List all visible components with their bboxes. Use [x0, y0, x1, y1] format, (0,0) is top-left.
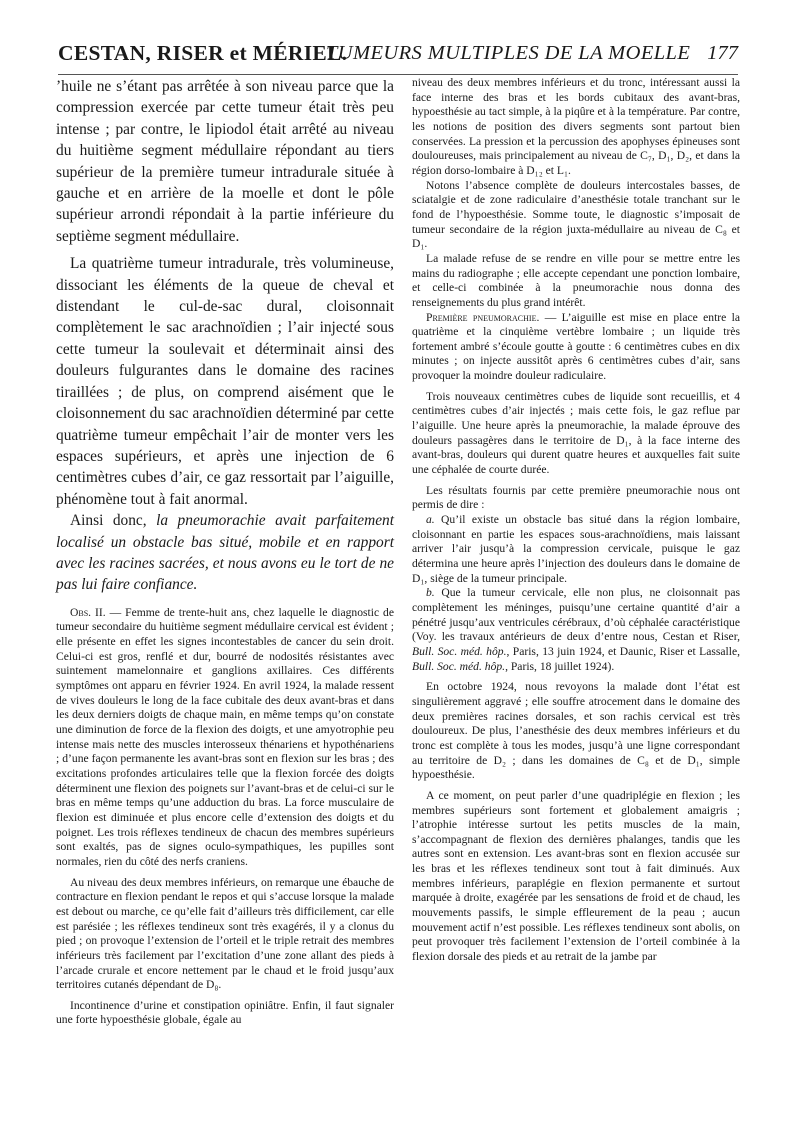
paragraph: Les résultats fournis par cette première pneumorachie nous ont permis de dire :: [412, 483, 740, 512]
journal-citation: Bull. Soc. méd. hôp.: [412, 659, 506, 673]
journal-citation: Bull. Soc. méd. hôp.: [412, 644, 507, 658]
paragraph: En octobre 1924, nous revoyons la malade dont l’état est singulièrement aggravé ; elle souffre atrocement dans le domaine des deux premières racines dorsales, et son rachis cervical est très douloureux. De plus, l’anesthésie des deux membres inférieurs et du tronc est complète à tous les modes, jusqu’à une ligne correspondant au territoire de D₂ ; dans les domaines de C₈ et de D₁, simple hypoesthésie.: [412, 680, 740, 782]
section-label: Première pneumorachie.: [426, 310, 540, 324]
paragraph: Notons l’absence complète de douleurs intercostales basses, de sciatalgie et de zone radiculaire d’anesthésie totale tranchant sur le fond de l’hypoesthésie. Somme toute, le diagnostic s’imposait de tumeur secondaire de la région juxta-médullaire au niveau de C₈ et D₁.: [412, 178, 740, 251]
list-item-b: [412, 586, 740, 674]
list-text: , Paris, 18 juillet 1924).: [505, 659, 615, 673]
emphasized-conclusion: la pneumorachie avait parfaitement localisé un obstacle bas situé, mobile et en rapport avec les racines sacrées, et nous avons eu le tort de ne pas lui faire confiance.: [56, 512, 394, 594]
left-column: [56, 76, 394, 1028]
header-title: TUMEURS MULTIPLES DE LA MOELLE: [326, 42, 691, 64]
page-number: 177: [707, 42, 738, 64]
paragraph: [56, 510, 394, 596]
observation-paragraph: [56, 606, 394, 870]
list-item-a: [412, 513, 740, 586]
observation-text: — Femme de trente-huit ans, chez laquelle le diagnostic de tumeur secondaire du huitième segment médullaire cervical est évident ; elle présente en effet les signes incontestables de cancer du sein droit. Celui-ci est gros, renflé et dur, bourré de nodosités résistantes avec suintement mamelonnaire et ganglions axillaires. Ces différents symptômes ont apparu en février 1924. En avril 1924, la malade ressent de vives douleurs le long de la face cubitale des deux avant-bras et dans les deux derniers doigts de chaque main, en même temps qu’on constate une diminution de force de la flexion des doigts, et une amyotrophie peu intense mais nette des muscles interosseux thénariens et hypothénariens ; d’une façon permanente les avant-bras sont en flexion sur les bras ; des excitations profondes articulaires telle que la flexion forcée des doigts déterminent une flexion des poignets sur l’avant-bras et de celui-ci sur le bras en même temps qu’une adduction du bras. La force musculaire de flexion est diminuée et plus encore celle d’extension des doigts et du poignet. Les trois réflexes tendineux de chacun des membres supérieurs sont exaltés, pas de signes oculo-sympathiques, les pupilles sont normales, rien du côté des nerfs craniens.: [56, 605, 394, 868]
paragraph: La quatrième tumeur intradurale, très volumineuse, dissociant les éléments de la queue de cheval et distendant le cul-de-sac dural, cloisonnait complètement le sac arachnoïdien ; l’air injecté sous cette tumeur la soulevait et déterminait ainsi des douleurs fulgurantes dans le domaine des racines tiraillées ; de plus, on comprend aisément que le cloisonnement du sac arachnoïdien déterminé par cette quatrième tumeur empêchait l’air de monter vers les espaces supérieurs, et après une injection de 6 centimètres cubes d’air, ce gaz ressortait par l’aiguille, phénomène tout à fait anormal.: [56, 255, 394, 508]
observation-label: Obs. II.: [70, 605, 106, 619]
running-header: [58, 40, 738, 75]
paragraph: La malade refuse de se rendre en ville pour se mettre entre les mains du radiographe ; elle accepte cependant une ponction lombaire, et celle-ci combinée à la pneumorachie nous donna des renseignements du plus grand intérêt.: [412, 251, 740, 309]
paragraph-lead: Ainsi donc,: [70, 512, 157, 530]
header-authors: CESTAN, RISER et MÉRIEL.: [58, 41, 348, 65]
pneumorachie-paragraph: [412, 311, 740, 384]
paragraph: A ce moment, on peut parler d’une quadriplégie en flexion ; les membres supérieurs sont fortement et globalement amaigris ; l’atrophie intéresse surtout les petits muscles de la main, s’accompagnant de flexion des dernières phalanges, tandis que les autres sont en extension. Les avant-bras sont en flexion accusée sur les bras et les réflexes tendineux sont tout à fait diminués. Aux membres inférieurs, paraplégie en flexion permanente et surtout marquée à droite, exagérée par les sensations de froid et de chaud, les mouvements passifs, le simple effleurement de la peau ; aucun mouvement actif n’est possible. Les réflexes tendineux sont abolis, on peut provoquer très facilement l’extension de l’orteil combinée à la flexion dorsale des pieds et au retrait de la jambe par: [412, 788, 740, 964]
paragraph: Trois nouveaux centimètres cubes de liquide sont recueillis, et 4 centimètres cubes d’air injectés ; mais cette fois, le gaz reflue par l’aiguille. Une heure après la pneumorachie, la malade éprouve des douleurs passagères dans le territoire de D₁, à la face interne des avant-bras, douleurs qui durent quatre heures et auxquelles fait suite une céphalée de courte durée.: [412, 389, 740, 477]
list-text: Qu’il existe un obstacle bas situé dans la région lombaire, cloisonnant en partie les espaces sous-arachnoïdiens, mais laissant arriver l’air jusqu’à la compression cervicale, puisque le gaz détermina une heure après l’injection des douleurs dans le domaine de D₁, siège de la tumeur principale.: [412, 513, 740, 585]
paragraph: ’huile ne s’étant pas arrêtée à son niveau parce que la compression exercée par cette tumeur était très peu intense ; par contre, le lipiodol était arrêté au niveau du huitième segment médullaire répondant au tiers supérieur de la première tumeur intradurale située à gauche et en arrière de la moelle et dont le pôle supérieur arrondi répondait à la partie inférieure du septième segment médullaire.: [56, 78, 394, 245]
paragraph: Au niveau des deux membres inférieurs, on remarque une ébauche de contracture en flexion pendant le repos et qui s’accuse lorsque la malade est debout ou marche, ce qu’elle fait d’ailleurs très difficilement, car elle est parésiée ; les réflexes tendineux sont très exagérés, il y a clonus du pied ; on provoque l’extension de l’orteil et le triple retrait des membres inférieurs très facilement par l’excitation d’une zone allant des pieds à l’arcade crurale et encore nettement par le chaud et le froid jusqu’aux territoires cutanés dépendant de D₈.: [56, 875, 394, 992]
paragraph: Incontinence d’urine et constipation opiniâtre. Enfin, il faut signaler une forte hypoesthésie globale, égale au: [56, 998, 394, 1027]
paragraph: niveau des deux membres inférieurs et du tronc, intéressant aussi la face interne des bras et les bords cubitaux des avant-bras, hypoesthésie au tact simple, à la piqûre et à la température. Par contre, les notions de position des divers segments sont partout bien conservées. La pression et la percussion des apophyses épineuses sont douloureuses, mais principalement au niveau de C₇, D₁, D₂, et dans la région dorso-lombaire à D₁₂ et L₁.: [412, 76, 740, 177]
list-text: Que la tumeur cervicale, elle non plus, ne cloisonnait pas complètement les méninges, puisqu’une certaine quantité d’air a pénétré jusqu’aux ventricules cérébraux, d’où céphalée caractéristique (Voy. les travaux antérieurs de deux d’entre nous, Cestan et Riser,: [412, 586, 740, 644]
right-column: [412, 76, 740, 965]
list-marker: a.: [426, 513, 435, 527]
section-text: — L’aiguille est mise en place entre la quatrième et la cinquième vertèbre lombaire ; un liquide très fortement ambré s’écoule goutte à goutte : 6 centimètres cubes en dix minutes ; on injecte aussitôt après 6 centimètres cubes d’air, sans provoquer la moindre douleur radiculaire.: [412, 310, 740, 383]
list-marker: b.: [426, 586, 435, 600]
list-text: , Paris, 13 juin 1924, et Daunic, Riser et Lassalle,: [506, 644, 740, 658]
